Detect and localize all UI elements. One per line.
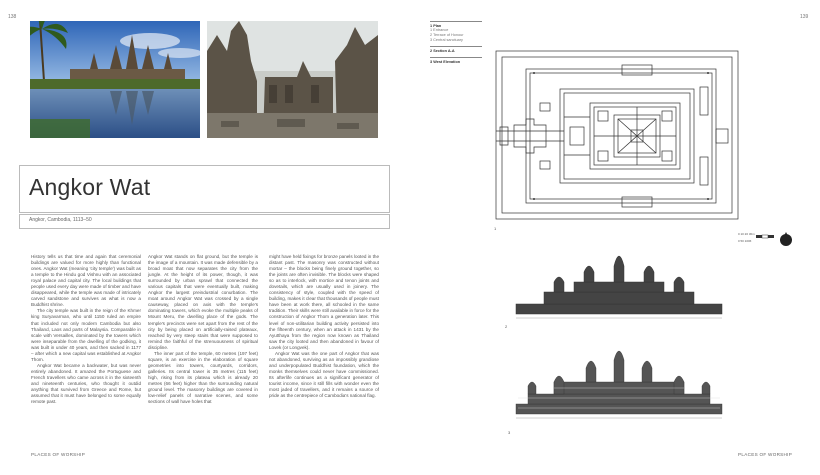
paragraph: History tells us that time and again that ceremonial buildings are valued for more highly than functional ones. Angkor Wat (meaning 'city temple') was built as a temple to the Hindu god Vishnu with an associated royal palace and capital city. The local buildings that people used every day were made of timber and have disappeared, while the temple was made of intricately carved sandstone and survives as what is now a Buddhist shrine. [31, 254, 141, 308]
scale-label-imperial: 0 50 100ft [738, 239, 752, 243]
text-column-1 [31, 254, 141, 405]
legend-entry-plan [430, 21, 482, 42]
running-footer-right: PLACES OF WORSHIP [738, 452, 793, 457]
legend-title: Section A-A [433, 49, 455, 54]
legend-number: 2 [430, 49, 433, 54]
subtitle-box [19, 214, 390, 229]
figure-legend [430, 21, 482, 68]
page-number-right: 139 [800, 14, 809, 20]
paragraph: Angkor Wat stands on flat ground, but the temple is the image of a mountain. It was made defensible by a broad moat that now separates the city from the jungle. At the height of its power, though, it was surrounded by urban sprawl that connected the various capitals that were eventually built, making Angkor the largest preindustrial conurbation. The moat around Angkor Wat was crossed by a single causeway, placed on axis with the temple's dominating towers, which evoke the multiple peaks of Mount Meru, the dwelling place of the gods. The temple's precincts were set apart from the rest of the city by being placed on artificially-raised plateaux, reached by very steep stairs that were supposed to remind the faithful of the strenuousness of spiritual discipline. [148, 254, 258, 350]
legend-number: 1 [430, 24, 433, 28]
legend-entry-elevation [430, 57, 482, 64]
photo-angkor-courtyard-image [207, 21, 378, 138]
section-svg [514, 248, 724, 322]
legend-entry-section [430, 46, 482, 53]
paragraph: The city temple was built in the reign of the Khmer king Suryavarman, who until 1150 ruled an empire that included not only modern Cambodia but also Thailand, Laos and parts of Malaysia. Comparable in scale with Versailles, dominated by the towers which were inseparable from the dwelling of the godking, it was built in under 40 years, and then sacked in 1177 – after which a new capital was established at Angkor Thom. [31, 308, 141, 362]
legend-item: 1 Entrance [430, 28, 449, 32]
article-title: Angkor Wat [29, 174, 151, 200]
page-number-left: 138 [8, 14, 17, 20]
photo-angkor-reflection [30, 21, 200, 138]
elevation-drawing [514, 340, 724, 427]
site-plan-drawing [494, 47, 740, 228]
legend-item: 2 Terrace of Honour [430, 32, 464, 37]
figure-number-plan: 1 [494, 226, 497, 231]
title-box [19, 165, 390, 213]
scale-label-metric: 0 10 20 30m [738, 232, 755, 236]
text-column-2 [148, 254, 258, 405]
text-column-3 [269, 254, 379, 399]
legend-number: 3 [430, 60, 433, 65]
elevation-svg [514, 340, 724, 422]
figure-number-section: 2 [505, 324, 508, 329]
running-footer-left: PLACES OF WORSHIP [31, 452, 86, 457]
section-drawing [514, 248, 724, 327]
scale-bar [738, 232, 798, 253]
photo-angkor-courtyard [207, 21, 378, 138]
legend-item: 3 Central sanctuary [430, 37, 463, 42]
paragraph: Angkor Wat became a backwater, but was never entirely abandoned. It amazed the Portuguese and French travellers who came across it in the sixteenth and nineteenth centuries, who thought it outdid anything that survived from Greece and Rome, but assumed that it must have belonged to some equally remote past. [31, 362, 141, 405]
photo-angkor-reflection-image [30, 21, 200, 138]
site-plan-svg [494, 47, 740, 223]
paragraph: might have held fixings for bronze panels looted in the distant past. The masonry was constructed without mortar – the blocks being finely ground together, so the joints are often invisible. The blocks were shaped so as to interlock, with mortice and tenon joints and dovetails, which are usually used in joinery. The consistency of style, coupled with the speed of building, makes it clear that thousands of people must have been at work there, all schooled in the same tradition. Their skills were still available in force for the construction of Angkor Thom a generation later. This level of non-utilitarian building activity persisted into the fifteenth century, when an attack in 1431 by the Ayutthaya from the region now known as Thailand saw the city looted and then abandoned in favour of Lovek (or Longvek). [269, 254, 379, 350]
paragraph: The inner part of the temple, 60 metres (197 feet) square, is an exercise in the elaboration of square geometries into towers, courtyards, corridors, galleries. Its central tower is 35 metres (115 feet) high, rising from its plateau which is already 20 metres (66 feet) higher than the surrounding natural ground level. The masonry buildings are covered in low-relief panels of narrative scenes, and some sections of wall have holes that [148, 350, 258, 405]
paragraph: Angkor Wat was the one part of Angkor that was not abandoned, surviving as an impossibly grandiose and underpopulated Buddhist foundation, which the monks themselves could never have commissioned. Its afterlife continues as a significant generator of tourist income, since it still fills with wonder even the most jaded of travellers, and it remains a source of pride as the centrepiece of Cambodia's national flag. [269, 350, 379, 399]
figure-number-elevation: 3 [508, 430, 511, 435]
legend-title: Plan [433, 24, 442, 28]
legend-title: West Elevation [433, 60, 461, 65]
article-subtitle: Angkor, Cambodia, 1113–50 [29, 217, 92, 223]
